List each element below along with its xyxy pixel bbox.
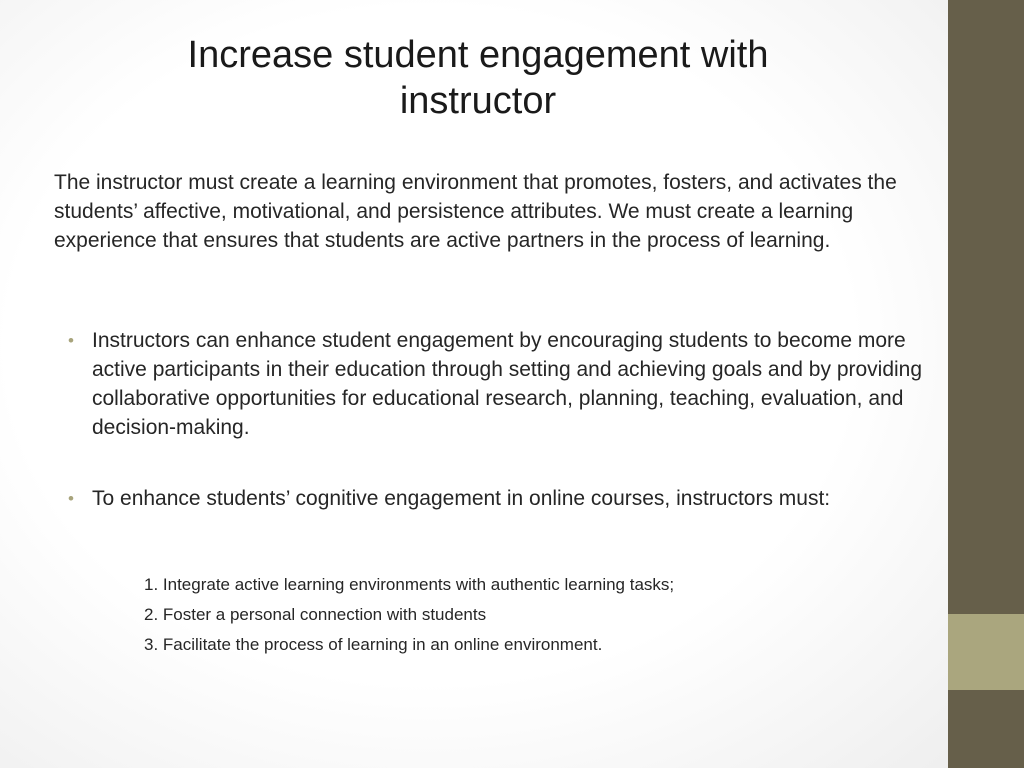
step-item: 3. Facilitate the process of learning in an online environment. [144, 635, 603, 654]
bullet-dot-icon: • [68, 331, 74, 350]
intro-paragraph: The instructor must create a learning environment that promotes, fosters, and activates the students’ affective, motivational, and persistence attributes. We must create a learning experience that ensures that students are active partners in the process of learning. [54, 171, 897, 252]
bullet-item [68, 326, 928, 442]
bullet-text: Instructors can enhance student engagement by encouraging students to become more active participants in their education through setting and achieving goals and by providing collaborative opportunities for educational research, planning, teaching, evaluation, and decision-making. [92, 329, 923, 439]
step-item: 1. Integrate active learning environments with authentic learning tasks; [144, 575, 675, 594]
bullet-dot-icon: • [68, 489, 74, 508]
step-item: 2. Foster a personal connection with students [144, 605, 487, 624]
bullet-item [68, 484, 928, 513]
bullet-list [68, 326, 928, 555]
slide-title: Increase student engagement with instructor [187, 34, 769, 122]
bullet-text: To enhance students’ cognitive engagement in online courses, instructors must: [92, 487, 831, 510]
numbered-step-list [144, 570, 674, 660]
decorative-side-accent [948, 614, 1024, 690]
